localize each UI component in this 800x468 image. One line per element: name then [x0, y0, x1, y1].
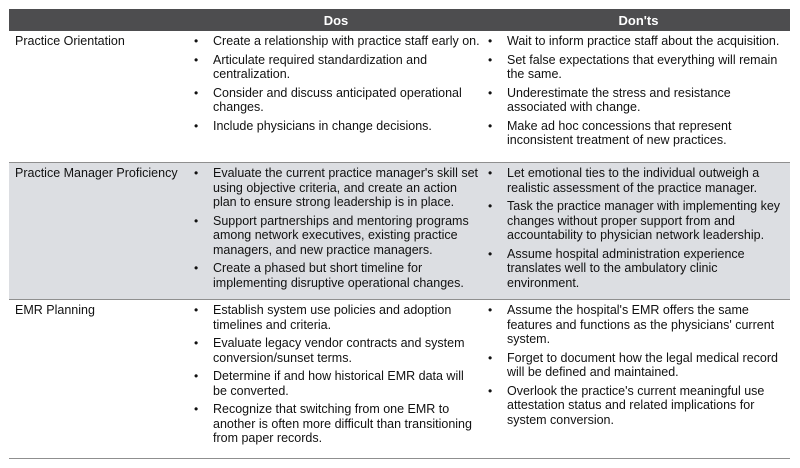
bullet-icon: •	[194, 303, 199, 317]
bullet-icon: •	[194, 52, 199, 67]
header-dos: Dos	[323, 12, 349, 28]
header-donts: Don'ts	[618, 12, 659, 28]
bullet-icon: •	[194, 261, 199, 275]
bullet-icon: •	[194, 34, 199, 48]
bullet-icon: •	[194, 402, 199, 416]
list-item: • Recognize that switching from one EMR to another is often more difficult than transitioning from paper records.	[194, 402, 472, 445]
bullet-icon: •	[194, 118, 199, 133]
list-item: • Make ad hoc concessions that represent inconsistent treatment of new practices.	[488, 118, 732, 147]
list-item: • Create a relationship with practice staff early on.	[194, 34, 480, 48]
bullet-icon: •	[194, 213, 199, 228]
list-item: • Include physicians in change decisions.	[194, 118, 432, 133]
bullet-icon: •	[488, 350, 493, 365]
bullet-icon: •	[194, 336, 199, 350]
list-item: • Create a phased but short timeline for implementing disruptive operational changes.	[194, 261, 464, 290]
bullet-icon: •	[194, 166, 199, 180]
list-item: • Let emotional ties to the individual outweigh a realistic assessment of the practice manager.	[488, 166, 760, 195]
list-item: • Assume the hospital's EMR offers the same features and functions as the physicians' current system.	[488, 303, 775, 346]
bullet-icon: •	[488, 246, 493, 261]
donts-cell	[487, 163, 790, 299]
bullet-icon: •	[488, 303, 493, 317]
list-item: • Support partnerships and mentoring programs among network executives, existing practice managers, and new practice managers.	[194, 213, 469, 257]
bullet-icon: •	[488, 34, 493, 48]
bullet-icon: •	[194, 85, 199, 100]
bullet-icon: •	[194, 369, 199, 383]
table-header	[9, 9, 790, 31]
bullet-icon: •	[488, 118, 493, 133]
dos-cell	[185, 31, 487, 162]
row-label: EMR Planning	[15, 303, 95, 317]
donts-cell	[487, 300, 790, 458]
list-item: • Evaluate legacy vendor contracts and system conversion/sunset terms.	[194, 336, 465, 365]
dos-cell	[185, 163, 487, 299]
row-label: Practice Manager Proficiency	[15, 166, 178, 180]
list-item: • Set false expectations that everything will remain the same.	[488, 52, 778, 81]
list-item: • Determine if and how historical EMR data will be converted.	[194, 369, 464, 398]
dos-donts-table	[9, 9, 790, 459]
dos-cell	[185, 300, 487, 458]
table-row	[9, 31, 790, 163]
list-item: • Forget to document how the legal medical record will be defined and maintained.	[488, 350, 778, 379]
donts-cell	[487, 31, 790, 162]
bullet-icon: •	[488, 199, 493, 213]
row-label: Practice Orientation	[15, 34, 125, 48]
table-row	[9, 163, 790, 300]
list-item: • Underestimate the stress and resistance associated with change.	[488, 85, 731, 114]
table-row	[9, 300, 790, 459]
list-item: • Assume hospital administration experience translates well to the ambulatory clinic environment.	[488, 246, 745, 290]
list-item: • Overlook the practice's current meaningful use attestation status and related implications for system conversion.	[488, 383, 765, 427]
list-item: • Evaluate the current practice manager's skill set using objective criteria, and create an action plan to ensure strong leadership is in place.	[194, 166, 479, 209]
list-item: • Establish system use policies and adoption timelines and criteria.	[194, 303, 452, 332]
list-item: • Articulate required standardization and centralization.	[194, 52, 428, 81]
bullet-icon: •	[488, 85, 493, 100]
bullet-icon: •	[488, 52, 493, 67]
list-item: • Consider and discuss anticipated operational changes.	[194, 85, 462, 114]
bullet-icon: •	[488, 383, 493, 398]
bullet-icon: •	[488, 166, 493, 180]
list-item: • Wait to inform practice staff about the acquisition.	[488, 34, 780, 48]
list-item: • Task the practice manager with implementing key changes without proper support from and accountability to physician network leadership.	[488, 199, 781, 242]
